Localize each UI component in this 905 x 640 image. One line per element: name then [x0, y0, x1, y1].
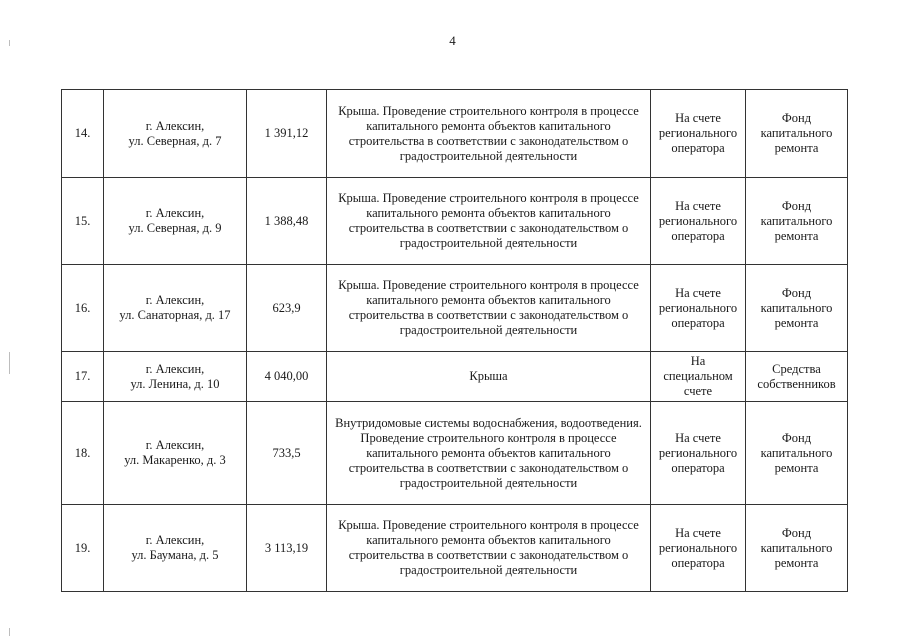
funding-source-cell: Фонд капитального ремонта: [746, 505, 848, 592]
address-cell: [104, 505, 247, 592]
works-cell: Внутридомовые системы водоснабжения, водоотведения. Проведение строительного контроля в процессе капитального ремонта объектов капитального строительства в соответствии с законодательством о градостроительной деятельности: [327, 402, 651, 505]
funding-source-cell: Фонд капитального ремонта: [746, 178, 848, 265]
table-row: [62, 178, 848, 265]
area-cell: 733,5: [247, 402, 327, 505]
table-row: [62, 352, 848, 402]
scan-artifact: [9, 352, 10, 374]
account-cell: На счете регионального оператора: [651, 90, 746, 178]
address-city: г. Алексин,: [145, 293, 205, 307]
works-cell: Крыша. Проведение строительного контроля в процессе капитального ремонта объектов капитального строительства в соответствии с законодательством о градостроительной деятельности: [327, 90, 651, 178]
address-city: г. Алексин,: [145, 438, 205, 452]
row-number: 15.: [62, 178, 104, 265]
address-street: ул. Баумана, д. 5: [131, 548, 219, 562]
address-city: г. Алексин,: [145, 361, 205, 376]
area-cell: 1 388,48: [247, 178, 327, 265]
account-cell: На специальном счете: [651, 352, 746, 402]
funding-source-cell: Фонд капитального ремонта: [746, 402, 848, 505]
address-cell: [104, 402, 247, 505]
address-city: г. Алексин,: [145, 118, 205, 133]
address-street: ул. Санаторная, д. 17: [119, 308, 231, 322]
funding-source-cell: Фонд капитального ремонта: [746, 90, 848, 178]
account-cell: На счете регионального оператора: [651, 178, 746, 265]
funding-source-cell: Фонд капитального ремонта: [746, 265, 848, 352]
address-street: ул. Ленина, д. 10: [130, 376, 220, 391]
table-row: [62, 505, 848, 592]
page-number: 4: [449, 33, 456, 48]
area-cell: 1 391,12: [247, 90, 327, 178]
row-number: 18.: [62, 402, 104, 505]
scan-artifact: [9, 628, 10, 636]
row-number: 19.: [62, 505, 104, 592]
scan-artifact: [9, 40, 10, 46]
works-cell: Крыша. Проведение строительного контроля в процессе капитального ремонта объектов капитального строительства в соответствии с законодательством о градостроительной деятельности: [327, 505, 651, 592]
works-cell: Крыша. Проведение строительного контроля в процессе капитального ремонта объектов капитального строительства в соответствии с законодательством о градостроительной деятельности: [327, 265, 651, 352]
repair-table: [61, 89, 848, 592]
area-cell: 4 040,00: [247, 352, 327, 402]
address-cell: [104, 265, 247, 352]
row-number: 17.: [62, 352, 104, 402]
address-street: ул. Макаренко, д. 3: [124, 453, 226, 467]
address-city: г. Алексин,: [145, 533, 205, 547]
row-number: 14.: [62, 90, 104, 178]
address-city: г. Алексин,: [145, 206, 205, 220]
funding-source-cell: Средства собственников: [746, 352, 848, 402]
address-cell: [104, 90, 247, 178]
works-cell: Крыша: [327, 352, 651, 402]
table-row: [62, 402, 848, 505]
table-row: [62, 265, 848, 352]
area-cell: 3 113,19: [247, 505, 327, 592]
table-row: [62, 90, 848, 178]
row-number: 16.: [62, 265, 104, 352]
works-cell: Крыша. Проведение строительного контроля в процессе капитального ремонта объектов капитального строительства в соответствии с законодательством о градостроительной деятельности: [327, 178, 651, 265]
address-cell: [104, 178, 247, 265]
address-street: ул. Северная, д. 7: [128, 133, 222, 148]
account-cell: На счете регионального оператора: [651, 402, 746, 505]
area-cell: 623,9: [247, 265, 327, 352]
address-street: ул. Северная, д. 9: [128, 221, 222, 235]
account-cell: На счете регионального оператора: [651, 265, 746, 352]
account-cell: На счете регионального оператора: [651, 505, 746, 592]
address-cell: [104, 352, 247, 402]
